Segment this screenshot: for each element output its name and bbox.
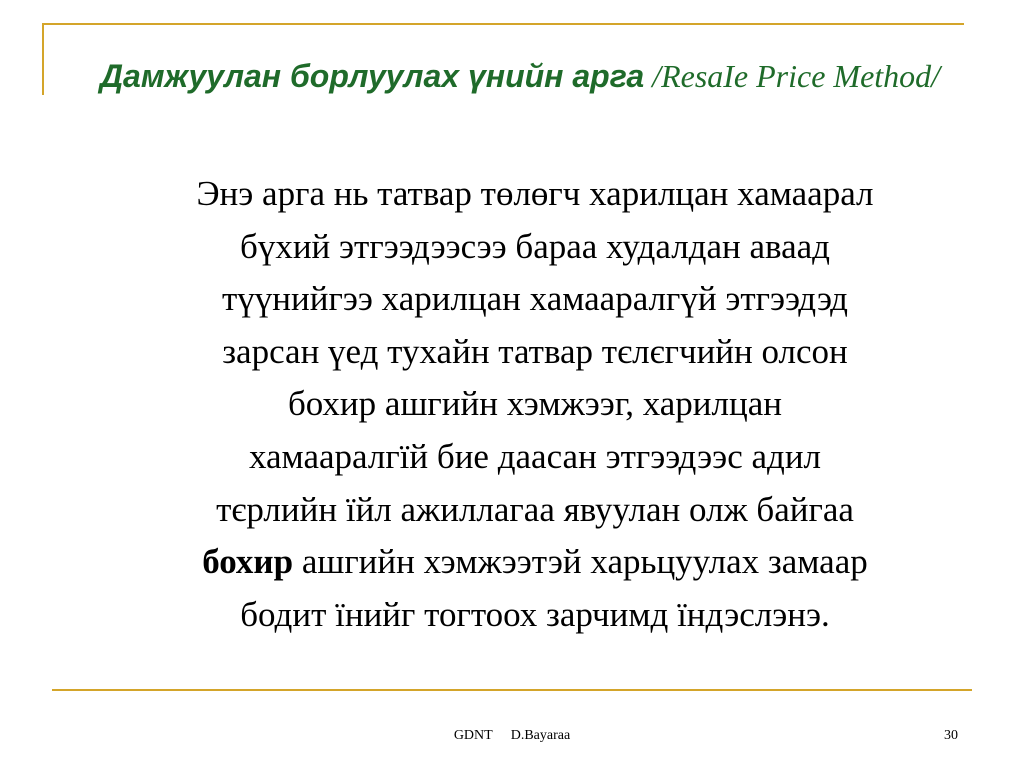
frame-top-line: [42, 23, 964, 25]
body-line: бохир ашгийн хэмжээг, харилцан: [288, 384, 782, 424]
body-line: тєрлийн їйл ажиллагаа явуулан олж байгаа: [216, 489, 854, 529]
footer-author: D.Bayaraa: [510, 728, 571, 743]
body-line: зарсан үед тухайн татвар тєлєгчийн олсон: [222, 331, 848, 371]
title-main: Дамжуулан борлуулах үнийн арга: [99, 58, 645, 94]
frame-bottom-line: [52, 689, 972, 691]
title-subtitle: /ResaIe Price Method/: [644, 58, 941, 94]
body-line: Энэ арга нь татвар төлөгч харилцан хамаарал: [196, 174, 874, 213]
body-line: хамааралгїй бие даасан этгээдээс адил: [248, 436, 822, 476]
body-line: ашгийн хэмжээтэй харьцуулах замаар: [293, 542, 868, 582]
frame-left-line: [42, 23, 44, 95]
footer-org: GDNT: [453, 728, 493, 743]
body-line: бодит їнийг тогтоох зарчимд їндэслэнэ.: [240, 594, 830, 634]
page-number: 30: [944, 728, 958, 743]
body-line: бүхий этгээдээсээ бараа худалдан аваад: [240, 226, 830, 266]
body-line: түүнийгээ харилцан хамааралгүй этгээдэд: [222, 279, 848, 319]
slide-title: [60, 44, 980, 115]
body-paragraph: [100, 168, 970, 641]
body-bold-word: бохир: [202, 542, 294, 582]
footer: [0, 728, 1024, 744]
